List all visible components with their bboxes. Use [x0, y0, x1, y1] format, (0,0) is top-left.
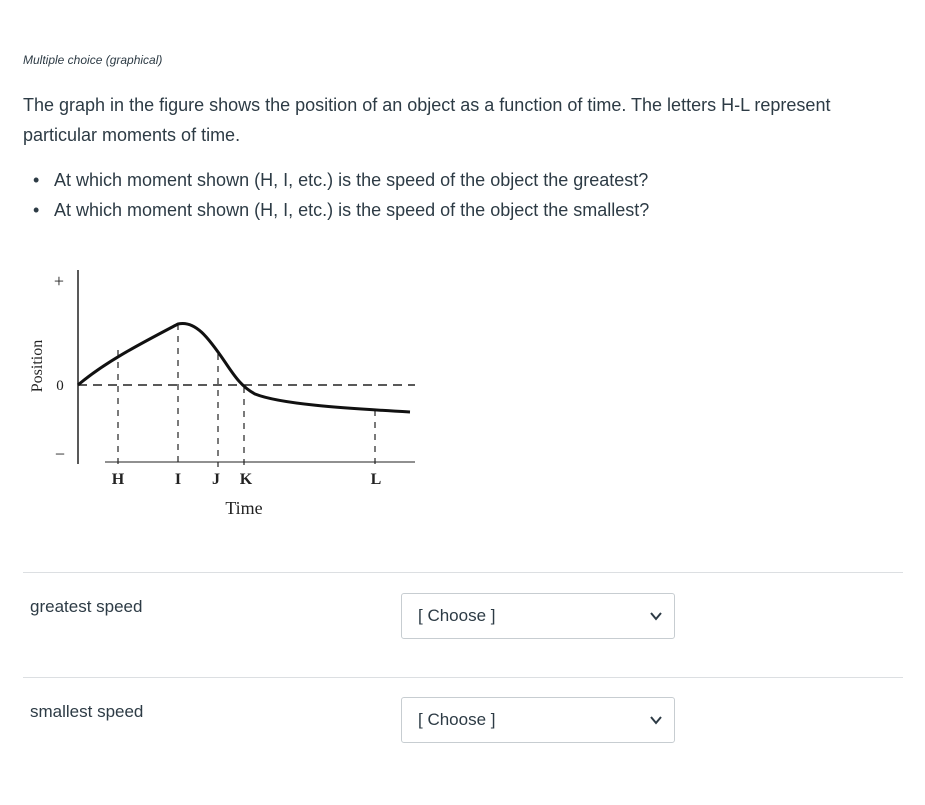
chevron-down-icon: [650, 715, 662, 725]
smallest-speed-dropdown[interactable]: [401, 697, 675, 743]
y-tick-plus: +: [53, 271, 65, 291]
bullet-dot-icon: •: [33, 170, 40, 190]
answer-divider: [23, 572, 903, 573]
x-axis-label: Time: [225, 498, 263, 518]
question-bullet-list: [23, 165, 649, 225]
bullet-item: • At which moment shown (H, I, etc.) is the speed of the object the greatest?: [23, 165, 649, 195]
position-time-graph: [20, 262, 430, 522]
answer-label-greatest-speed: greatest speed: [30, 597, 143, 616]
y-axis-label: Position: [29, 339, 46, 393]
moment-label-h: H: [111, 471, 125, 488]
question-type-label: Multiple choice (graphical): [23, 53, 163, 67]
dropdown-selected-value: [ Choose ]: [418, 710, 496, 729]
y-tick-zero: 0: [56, 378, 64, 394]
answer-divider: [23, 677, 903, 678]
y-tick-minus: −: [54, 444, 66, 464]
bullet-dot-icon: •: [33, 200, 40, 220]
moment-label-i: I: [174, 471, 182, 488]
answer-label-smallest-speed: smallest speed: [30, 702, 144, 721]
dropdown-selected-value: [ Choose ]: [418, 606, 496, 625]
question-text: The graph in the figure shows the position of an object as a function of time. The letters H-L represent particular moments of time.: [23, 95, 831, 145]
moment-label-l: L: [370, 471, 382, 488]
position-curve: [78, 323, 410, 412]
bullet-item: • At which moment shown (H, I, etc.) is the speed of the object the smallest?: [23, 195, 649, 225]
chevron-down-icon: [650, 611, 662, 621]
moment-label-j: J: [212, 471, 220, 488]
greatest-speed-dropdown[interactable]: [401, 593, 675, 639]
moment-label-k: K: [239, 471, 253, 488]
